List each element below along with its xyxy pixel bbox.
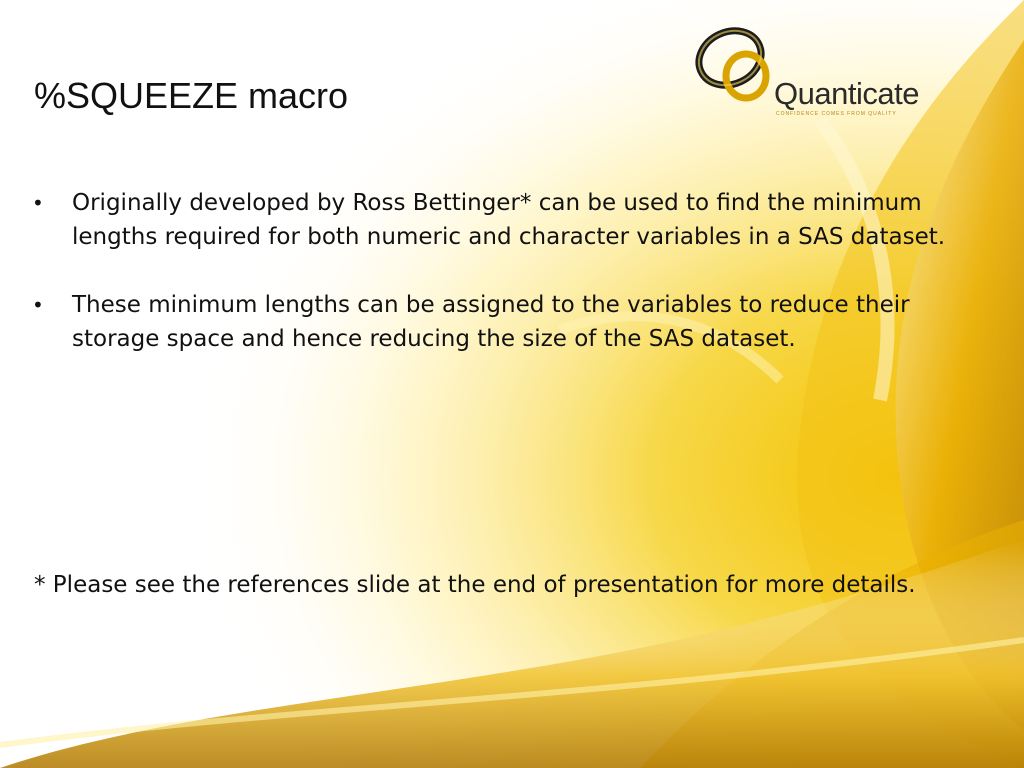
bullet-item xyxy=(30,186,980,254)
quanticate-logo xyxy=(690,18,930,128)
bullet-dot-icon: • xyxy=(32,191,44,215)
bullet-text: Originally developed by Ross Bettinger* can be used to find the minimum lengths required for both numeric and character variables in a SAS dataset. xyxy=(72,190,946,250)
footnote: * Please see the references slide at the end of presentation for more details. xyxy=(34,572,916,598)
slide-title: %SQUEEZE macro xyxy=(34,75,349,116)
bullet-text: These minimum lengths can be assigned to the variables to reduce their storage space and hence reducing the size of the SAS dataset. xyxy=(72,292,910,352)
interlocking-rings-icon xyxy=(690,18,786,114)
logo-wordmark: Quanticate xyxy=(774,76,919,111)
logo-tagline: CONFIDENCE COMES FROM QUALITY xyxy=(776,111,897,117)
bullet-dot-icon: • xyxy=(32,293,44,317)
bullet-list xyxy=(30,186,980,390)
bullet-item xyxy=(30,288,980,356)
